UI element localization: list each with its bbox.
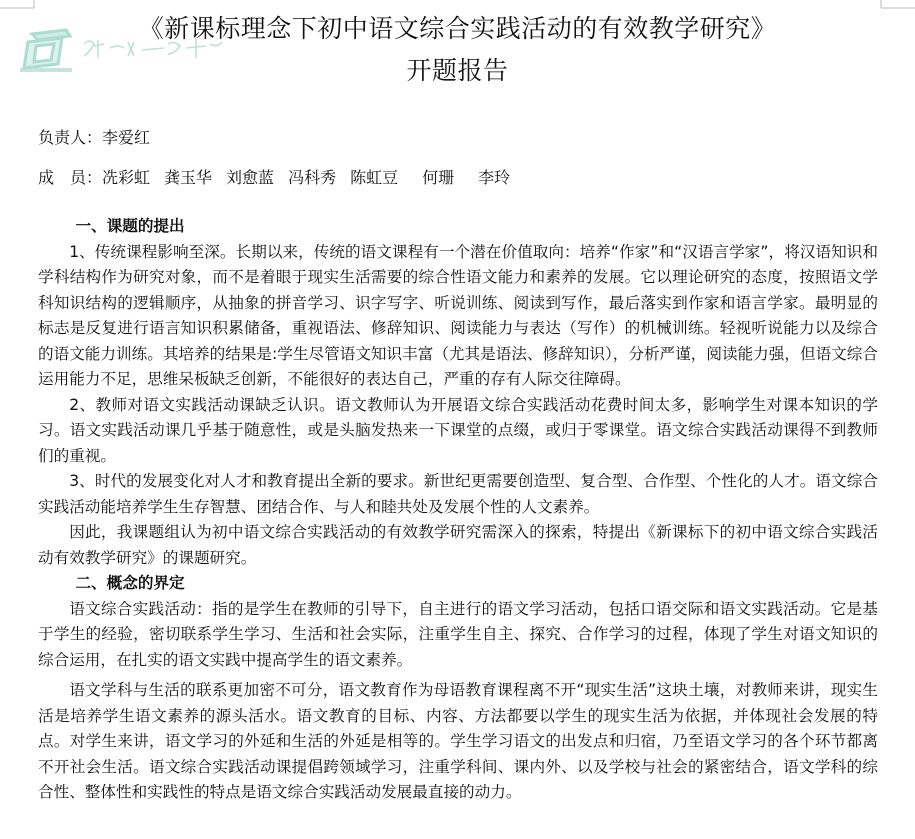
member-name: 何珊 — [422, 168, 455, 187]
body-paragraph: 3、时代的发展变化对人才和教育提出全新的要求。新世纪更需要创造型、复合型、合作型、个性化的人才。语文综合实践活动能培养学生生存智慧、团结合作、与人和睦共处及发展个性的人文素养。 — [38, 472, 878, 516]
body-paragraph: 语文学科与生活的联系更加密不可分，语文教育作为母语教育课程离不开“现实生活”这块土壤，对教师来讲，现实生活是培养学生语文素养的源头活水。语文教育的目标、内容、方法都要以学生的现实生活为依据，并体现社会发展的特点。对学生来讲，语文学习的外延和生活的外延是相等的。学生学习语文的出发点和归宿，乃至语文学习的各个环节都离不开社会生活。语文综合实践活动课提倡跨领域学习，注重学科间、课内外、以及学校与社会的紧密结合，语文学科的综合性、整体性和实践性的特点是语文综合实践活动发展最直接的动力。 — [38, 681, 878, 801]
member-name: 刘愈蓝 — [226, 168, 275, 187]
body-paragraph: 2、教师对语文实践活动课缺乏认识。语文教师认为开展语文综合实践活动花费时间太多，影响学生对课本知识的学习。语文实践活动课几乎基于随意性，或是头脑发热来一下课堂的点缀，或归于零课堂。语文综合实践活动课得不到教师们的重视。 — [38, 395, 878, 465]
document-body — [38, 214, 878, 806]
body-paragraph: 语文综合实践活动：指的是学生在教师的引导下，自主进行的语文学习活动，包括口语交际和语文实践活动。它是基于学生的经验，密切联系学生学习、生活和社会实际，注重学生自主、探究、合作学习的过程，体现了学生对语文知识的综合运用，在扎实的语文实践中提高学生的语文素养。 — [38, 599, 878, 669]
member-name: 冼彩虹 — [102, 168, 151, 187]
member-name: 龚玉华 — [164, 168, 213, 187]
page-corner-mark-left — [0, 0, 36, 10]
section-heading: 一、课题的提出 — [75, 217, 185, 235]
document-title: 《新课标理念下初中语文综合实践活动的有效教学研究》 — [138, 14, 777, 43]
member-name: 冯科秀 — [288, 168, 337, 187]
section-heading: 二、概念的界定 — [75, 574, 185, 592]
member-name: 陈虹豆 — [350, 168, 399, 187]
body-paragraph: 因此，我课题组认为初中语文综合实践活动的有效教学研究需深入的探索，特提出《新课标下的初中语文综合实践活动有效教学研究》的课题研究。 — [38, 523, 878, 567]
responsible-name: 李爱红 — [102, 128, 151, 147]
members-row — [38, 167, 510, 189]
responsible-label: 负责人： — [38, 128, 103, 147]
page-corner-mark-right — [879, 0, 915, 10]
document-subtitle: 开题报告 — [406, 56, 509, 85]
responsible-row — [38, 127, 150, 149]
body-paragraph: 1、传统课程影响至深。长期以来，传统的语文课程有一个潜在价值取向：培养“作家”和“汉语言学家”，将汉语知识和学科结构作为研究对象，而不是着眼于现实生活需要的综合性语文能力和素养的发展。它以理论研究的态度，按照语文学科知识结构的逻辑顺序，从抽象的拼音学习、识字写字、听说训练、阅读到写作，最后落实到作家和语言学家。最明显的标志是反复进行语言知识积累储备，重视语法、修辞知识、阅读能力与表达（写作）的机械训练。轻视听说能力以及综合的语文能力训练。其培养的结果是:学生尽管语文知识丰富（尤其是语法、修辞知识），分析严谨，阅读能力强，但语文综合运用能力不足，思维呆板缺乏创新，不能很好的表达自己，严重的存有人际交往障碍。 — [38, 242, 878, 388]
members-label: 成 员： — [38, 168, 103, 187]
member-name: 李玲 — [478, 168, 511, 187]
